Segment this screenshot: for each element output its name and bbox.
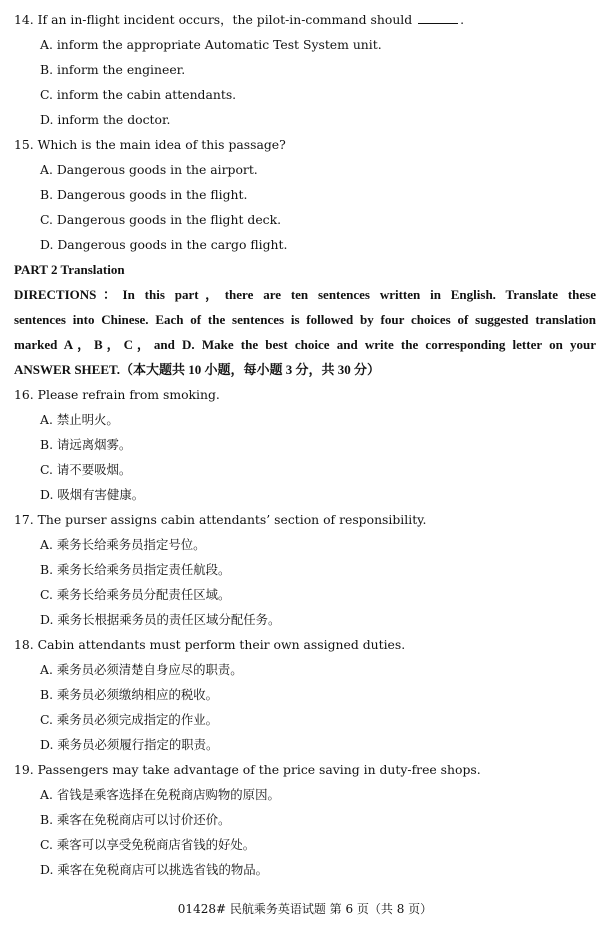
question-19-stem: 19. Passengers may take advantage of the price saving in duty-free shops.: [14, 762, 481, 777]
q19-option-a: A. 省钱是乘客选择在免税商店购物的原因。: [40, 787, 280, 802]
q18-option-a: A. 乘务员必须清楚自身应尽的职责。: [40, 662, 243, 677]
q14-option-a: A. inform the appropriate Automatic Test System unit.: [40, 37, 382, 52]
q14-option-c: C. inform the cabin attendants.: [40, 87, 237, 102]
q16-option-c: C. 请不要吸烟。: [40, 462, 132, 477]
directions-line-3: marked A，B，C，and D. Make the best choice and write the corresponding letter on your: [14, 337, 596, 352]
question-14-stem: [14, 12, 600, 28]
q19-option-c: C. 乘客可以享受免税商店省钱的好处。: [40, 837, 256, 852]
q18-option-b: B. 乘务员必须缴纳相应的税收。: [40, 687, 219, 702]
q14-option-d: D. inform the doctor.: [40, 112, 171, 127]
question-14-text: 14. If an in-flight incident occurs，the pilot-in-command should: [14, 12, 413, 27]
q14-option-b: B. inform the engineer.: [40, 62, 186, 77]
q17-option-c: C. 乘务长给乘务员分配责任区域。: [40, 587, 231, 602]
q16-option-b: B. 请远离烟雾。: [40, 437, 132, 452]
q16-option-a: A. 禁止明火。: [40, 412, 119, 427]
question-16-stem: 16. Please refrain from smoking.: [14, 387, 220, 402]
question-15-stem: 15. Which is the main idea of this passage?: [14, 137, 286, 152]
question-14-stem-end: .: [460, 12, 465, 27]
q15-option-c: C. Dangerous goods in the flight deck.: [40, 212, 282, 227]
q18-option-d: D. 乘务员必须履行指定的职责。: [40, 737, 219, 752]
question-17-stem: 17. The purser assigns cabin attendants’ section of responsibility.: [14, 512, 427, 527]
question-18-stem: 18. Cabin attendants must perform their own assigned duties.: [14, 637, 406, 652]
q17-option-d: D. 乘务长根据乘务员的责任区域分配任务。: [40, 612, 281, 627]
q17-option-a: A. 乘务长给乘务员指定号位。: [40, 537, 206, 552]
q17-option-b: B. 乘务长给乘务员指定责任航段。: [40, 562, 231, 577]
directions-line-2: sentences into Chinese. Each of the sentences is followed by four choices of suggested translation: [14, 312, 596, 327]
q19-option-d: D. 乘客在免税商店可以挑选省钱的物品。: [40, 862, 269, 877]
q15-option-b: B. Dangerous goods in the flight.: [40, 187, 248, 202]
directions-line-1: DIRECTIONS：In this part，there are ten sentences written in English. Translate these: [14, 287, 596, 302]
answer-blank: [418, 12, 458, 24]
page-footer: 01428# 民航乘务英语试题 第 6 页（共 8 页）: [177, 902, 433, 916]
q16-option-d: D. 吸烟有害健康。: [40, 487, 145, 502]
part-heading: PART 2 Translation: [14, 262, 125, 277]
q15-option-d: D. Dangerous goods in the cargo flight.: [40, 237, 288, 252]
q19-option-b: B. 乘客在免税商店可以讨价还价。: [40, 812, 231, 827]
directions-line-4: ANSWER SHEET.（本大题共 10 小题，每小题 3 分，共 30 分）: [14, 362, 380, 377]
q15-option-a: A. Dangerous goods in the airport.: [40, 162, 258, 177]
q18-option-c: C. 乘务员必须完成指定的作业。: [40, 712, 218, 727]
